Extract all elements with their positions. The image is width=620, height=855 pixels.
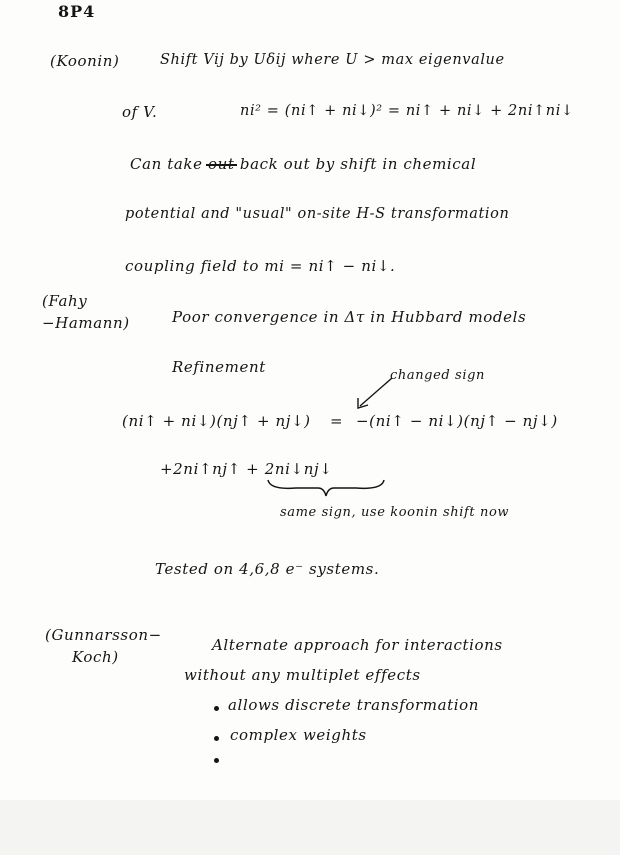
page-label: 8P4 bbox=[58, 2, 96, 21]
underbrace bbox=[266, 478, 386, 498]
gunnarsson-line-1: Alternate approach for interactions bbox=[212, 636, 503, 654]
koonin-line-3a: Can take bbox=[130, 155, 203, 173]
equation-equals: = bbox=[330, 412, 344, 430]
equation-left: (ni↑ + ni↓)(nj↑ + nj↓) bbox=[122, 412, 311, 430]
koonin-line-2b: ni² = (ni↑ + ni↓)² = ni↑ + ni↓ + 2ni↑ni↓ bbox=[240, 103, 574, 119]
fahy-reference-2: −Hamann) bbox=[42, 314, 130, 332]
refinement-label: Refinement bbox=[172, 358, 266, 376]
gunnarsson-reference-1: (Gunnarsson− bbox=[45, 626, 162, 644]
struck-word: out bbox=[207, 155, 235, 173]
changed-sign-arrow-icon bbox=[350, 372, 400, 412]
brace-note: same sign, use koonin shift now bbox=[280, 505, 510, 520]
changed-sign-note: changed sign bbox=[390, 368, 485, 383]
equation-right: −(ni↑ − ni↓)(nj↑ − nj↓) bbox=[356, 412, 558, 430]
koonin-line-4: potential and "usual" on-site H-S transformation bbox=[125, 206, 510, 222]
bullet-item: allows discrete transformation bbox=[228, 696, 480, 714]
koonin-line-2a: of V. bbox=[122, 103, 158, 121]
koonin-reference: (Koonin) bbox=[50, 52, 120, 70]
bullet-dot bbox=[214, 736, 219, 741]
tested-line: Tested on 4,6,8 e⁻ systems. bbox=[155, 560, 380, 578]
scan-bottom-margin bbox=[0, 800, 620, 855]
bullet-item: complex weights bbox=[230, 726, 367, 744]
koonin-line-3b: back out by shift in chemical bbox=[239, 155, 477, 173]
fahy-line-1: Poor convergence in Δτ in Hubbard models bbox=[172, 308, 527, 326]
bullet-dot bbox=[214, 706, 219, 711]
bullet-dot bbox=[214, 758, 219, 763]
koonin-line-5: coupling field to mi = ni↑ − ni↓. bbox=[125, 257, 396, 275]
fahy-reference-1: (Fahy bbox=[42, 292, 88, 310]
equation-line-2: +2ni↑nj↑ + 2ni↓nj↓ bbox=[160, 460, 333, 478]
koonin-line-3 bbox=[130, 155, 476, 173]
koonin-line-1: Shift Vij by Uδij where U > max eigenvalue bbox=[160, 52, 505, 68]
gunnarsson-line-2: without any multiplet effects bbox=[184, 666, 421, 684]
gunnarsson-reference-2: Koch) bbox=[72, 648, 119, 666]
